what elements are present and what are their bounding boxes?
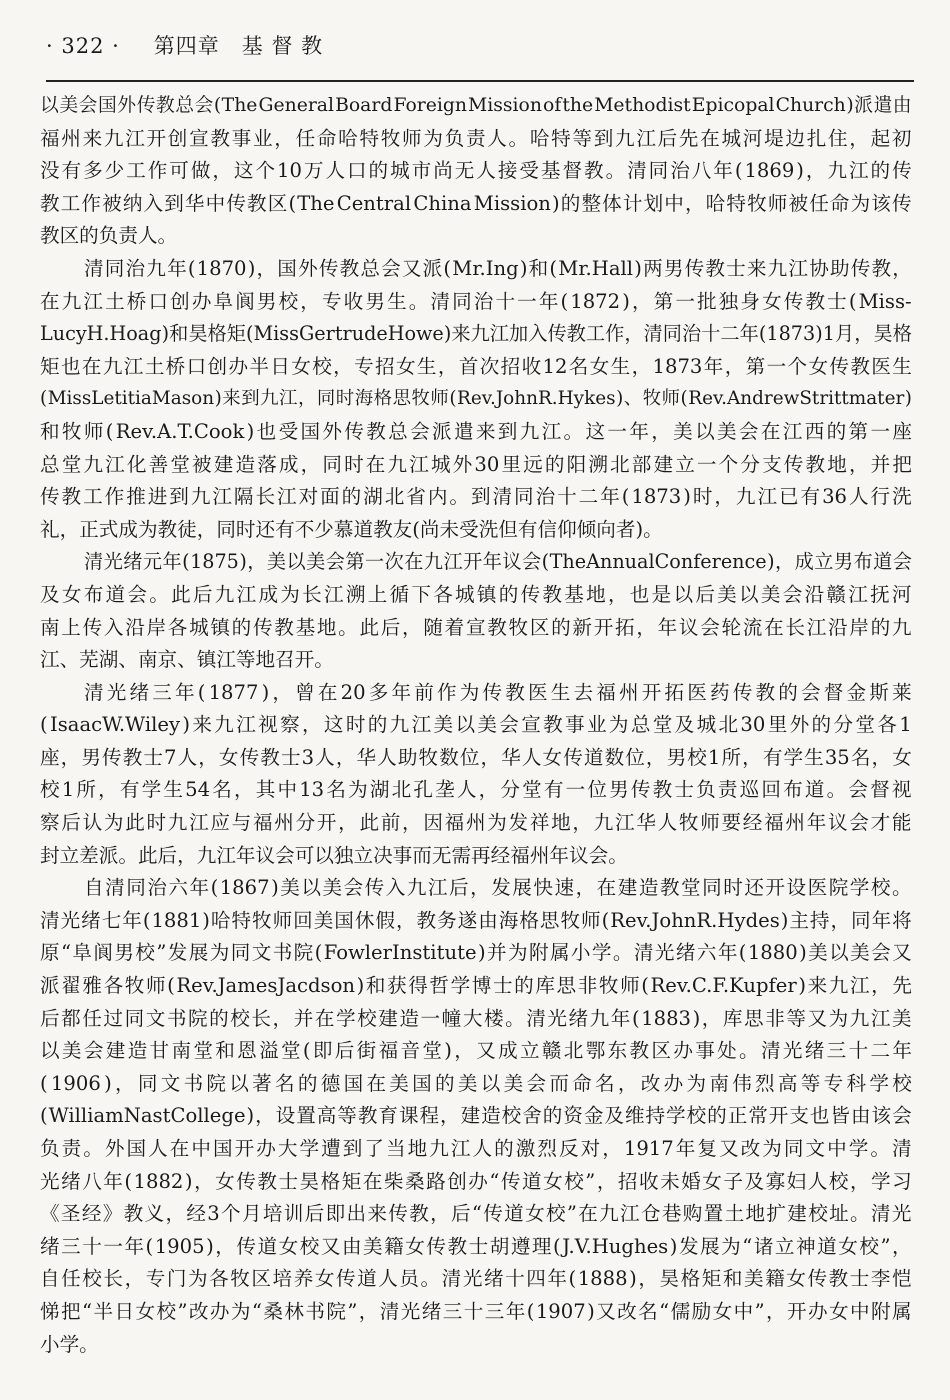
text-line: 礼，正式成为教徒，同时还有不少慕道教友(尚未受洗但有信仰倾向者)。 bbox=[40, 517, 663, 541]
text-line: 江、芜湖、南京、镇江等地召开。 bbox=[40, 648, 334, 672]
text-line: 没 有 多 少 工 作 可 做 ， 这 个 10 万 人 口 的 城 市 尚 无 人 接 受 基 督 教 。 清 同 治 八 年 ( 1869 ) ， 九 江 的 传 bbox=[40, 159, 912, 183]
text-line: 校 1 所 ， 有 学 生 54 名 ， 其 中 13 名 为 湖 北 孔 垄 人 ， 分 堂 有 一 位 男 传 教 士 负 责 巡 回 布 道 。 会 督 视 bbox=[40, 778, 912, 802]
text-line: 清 光 绪 七 年 ( 1881 ) 哈 特 牧 师 回 美 国 休 假 ， 教 务 遂 由 海 格 思 牧 师 ( Rev.JohnR.Hydes ) 主 持 ， 同 年 将 bbox=[40, 908, 912, 932]
section-label: 基 督 教 bbox=[241, 34, 324, 58]
text-line: 小学。 bbox=[40, 1332, 99, 1356]
text-line: 清 同 治 九 年 ( 1870 ) ， 国 外 传 教 总 会 又 派 ( Mr.Ing ) 和 ( Mr.Hall ) 两 男 传 教 士 来 九 江 协 助 传 教 ， bbox=[84, 256, 912, 280]
text-line: ( IsaacW.Wiley ) 来 九 江 视 察 ， 这 时 的 九 江 美 以 美 会 宣 教 事 业 为 总 堂 及 城 北 30 里 外 的 分 堂 各 1 bbox=[40, 713, 912, 737]
text-line: 派 翟 雅 各 牧 师 ( Rev.JamesJacdson ) 和 获 得 哲 学 博 士 的 库 思 非 牧 师 ( Rev.C.F.Kupfer ) 来 九 江 ， 先 bbox=[40, 974, 912, 998]
text-line: 和 牧 师 ( Rev.A.T.Cook ) 也 受 国 外 传 教 总 会 派 遣 来 到 九 江 。 这 一 年 ， 美 以 美 会 在 江 西 的 第 一 座 bbox=[40, 419, 912, 443]
text-line: 教 工 作 被 纳 入 到 华 中 传 教 区 ( The Central China Mission ) 的 整 体 计 划 中 ， 哈 特 牧 师 被 任 命 为 该 传 bbox=[40, 191, 912, 215]
text-line: 光 绪 八 年 ( 1882 ) ， 女 传 教 士 昊 格 矩 在 柴 桑 路 创 办 “ 传 道 女 校 ” ， 招 收 未 婚 女 子 及 寡 妇 人 校 ， 学 习 bbox=[40, 1169, 912, 1193]
text-line: 清 光 绪 三 年 ( 1877 ) ， 曾 在 20 多 年 前 作 为 传 教 医 生 去 福 州 开 拓 医 药 传 教 的 会 督 金 斯 莱 bbox=[84, 680, 912, 704]
text-line: 自 任 校 长 ， 专 门 为 各 牧 区 培 养 女 传 道 人 员 。 清 光 绪 十 四 年 ( 1888 ) ， 昊 格 矩 和 美 籍 女 传 教 士 李 恺 bbox=[40, 1267, 912, 1291]
header-rule bbox=[46, 80, 914, 82]
text-line: 悌 把 “ 半 日 女 校 ” 改 办 为 “ 桑 林 书 院 ” ， 清 光 绪 三 十 三 年 ( 1907 ) 又 改 名 “ 儒 励 女 中 ” ， 开 办 女 中 附 属 bbox=[40, 1299, 912, 1323]
text-line: 教区的负责人。 bbox=[40, 224, 178, 248]
text-line: 自 清 同 治 六 年 ( 1867 ) 美 以 美 会 传 入 九 江 后 ， 发 展 快 速 ， 在 建 造 教 堂 同 时 还 开 设 医 院 学 校 。 bbox=[84, 876, 912, 900]
text-line: 清 光 绪 元 年 ( 1875 ) ， 美 以 美 会 第 一 次 在 九 江 开 年 议 会 ( TheAnnualConference ) ， 成 立 男 布 道 会 bbox=[84, 550, 912, 574]
text-line: 以 美 会 国 外 传 教 总 会 ( The General Board Foreign Mission of the Methodist Epicopal Church ) 派 遣 由 bbox=[40, 95, 912, 116]
text-line: 以 美 会 建 造 甘 南 堂 和 恩 溢 堂 ( 即 后 街 福 音 堂 ) ， 又 成 立 赣 北 鄂 东 教 区 办 事 处 。 清 光 绪 三 十 二 年 bbox=[40, 1039, 912, 1063]
text-line: ( WilliamNastCollege ) ， 设 置 高 等 教 育 课 程 ， 建 造 校 舍 的 资 金 及 维 持 学 校 的 正 常 开 支 也 皆 由 该 会 bbox=[40, 1104, 912, 1128]
text-line: 绪 三 十 一 年 ( 1905 ) ， 传 道 女 校 又 由 美 籍 女 传 教 士 胡 遵 理 ( J.V.Hughes ) 发 展 为 “ 诸 立 神 道 女 校 ” ， bbox=[40, 1234, 912, 1258]
text-line: 察 后 认 为 此 时 九 江 应 与 福 州 分 开 ， 此 前 ， 因 福 州 为 发 祥 地 ， 九 江 华 人 牧 师 要 经 福 州 年 议 会 才 能 bbox=[40, 811, 912, 835]
text-line: 原 “ 阜 阆 男 校 ” 发 展 为 同 文 书 院 ( FowlerInstitute ) 并 为 附 属 小 学 。 清 光 绪 六 年 ( 1880 ) 美 以 美 会 又 bbox=[40, 941, 912, 965]
text-line: 《 圣 经 》 教 义 ， 经 3 个 月 培 训 后 即 出 来 传 教 ， 后 “ 传 道 女 校 ” 在 九 江 仓 巷 购 置 土 地 扩 建 校 址 。 清 光 bbox=[40, 1202, 912, 1226]
text-line: 矩 也 在 九 江 土 桥 口 创 办 半 日 女 校 ， 专 招 女 生 ， 首 次 招 收 12 名 女 生 ， 1873 年 ， 第 一 个 女 传 教 医 生 bbox=[40, 354, 912, 378]
text-line: 传 教 工 作 推 进 到 九 江 隔 长 江 对 面 的 湖 北 省 内 。 到 清 同 治 十 二 年 ( 1873 ) 时 ， 九 江 已 有 36 人 行 洗 bbox=[40, 485, 912, 509]
running-header bbox=[46, 30, 323, 60]
page-number: · 322 · bbox=[46, 34, 120, 58]
text-line: 座 ， 男 传 教 士 7 人 ， 女 传 教 士 3 人 ， 华 人 助 牧 数 位 ， 华 人 女 传 道 数 位 ， 男 校 1 所 ， 有 学 生 35 名 ， 女 bbox=[40, 745, 912, 769]
text-line: ( MissLetitiaMason ) 来 到 九 江 ， 同 时 海 格 思 牧 师 ( Rev.JohnR.Hykes ) 、 牧 师 ( Rev.AndrewStrittmater ) bbox=[40, 388, 912, 410]
text-line: 福 州 来 九 江 开 创 宣 教 事 业 ， 任 命 哈 特 牧 师 为 负 责 人 。 哈 特 等 到 九 江 后 先 在 城 河 堤 边 扎 住 ， 起 初 bbox=[40, 126, 912, 150]
text-line: 南 上 传 入 沿 岸 各 城 镇 的 传 教 基 地 。 此 后 ， 随 着 宣 教 牧 区 的 新 开 拓 ， 年 议 会 轮 流 在 长 江 沿 岸 的 九 bbox=[40, 615, 912, 639]
text-line: ( 1906 ) ， 同 文 书 院 以 著 名 的 德 国 在 美 国 的 美 以 美 会 而 命 名 ， 改 办 为 南 伟 烈 高 等 专 科 学 校 bbox=[40, 1071, 912, 1095]
text-line: 后 都 任 过 同 文 书 院 的 校 长 ， 并 在 学 校 建 造 一 幢 大 楼 。 清 光 绪 九 年 ( 1883 ) ， 库 思 非 等 又 为 九 江 美 bbox=[40, 1006, 912, 1030]
chapter-label: 第四章 bbox=[153, 34, 220, 58]
text-line: 封立差派。此后，九江年议会可以独立决事而无需再经福州年议会。 bbox=[40, 843, 628, 867]
body-text bbox=[40, 90, 912, 1361]
text-line: 在 九 江 土 桥 口 创 办 阜 阆 男 校 ， 专 收 男 生 。 清 同 治 十 一 年 ( 1872 ) ， 第 一 批 独 身 女 传 教 士 ( Miss- bbox=[40, 289, 912, 313]
text-line: 总 堂 九 江 化 善 堂 被 建 造 落 成 ， 同 时 在 九 江 城 外 30 里 远 的 阳 溯 北 部 建 立 一 个 分 支 传 教 地 ， 并 把 bbox=[40, 452, 912, 476]
text-line: LucyH.Hoag ) 和 昊 格 矩 ( MissGertrudeHowe ) 来 九 江 加 入 传 教 工 作 ， 清 同 治 十 二 年 ( 1873 ) 1 月 ， 昊 格 bbox=[40, 322, 912, 346]
text-line: 及 女 布 道 会 。 此 后 九 江 成 为 长 江 溯 上 循 下 各 城 镇 的 传 教 基 地 ， 也 是 以 后 美 以 美 会 沿 赣 江 抚 河 bbox=[40, 582, 912, 606]
text-line: 负 责 。 外 国 人 在 中 国 开 办 大 学 遭 到 了 当 地 九 江 人 的 激 烈 反 对 ， 1917 年 复 又 改 为 同 文 中 学 。 清 bbox=[40, 1137, 912, 1160]
